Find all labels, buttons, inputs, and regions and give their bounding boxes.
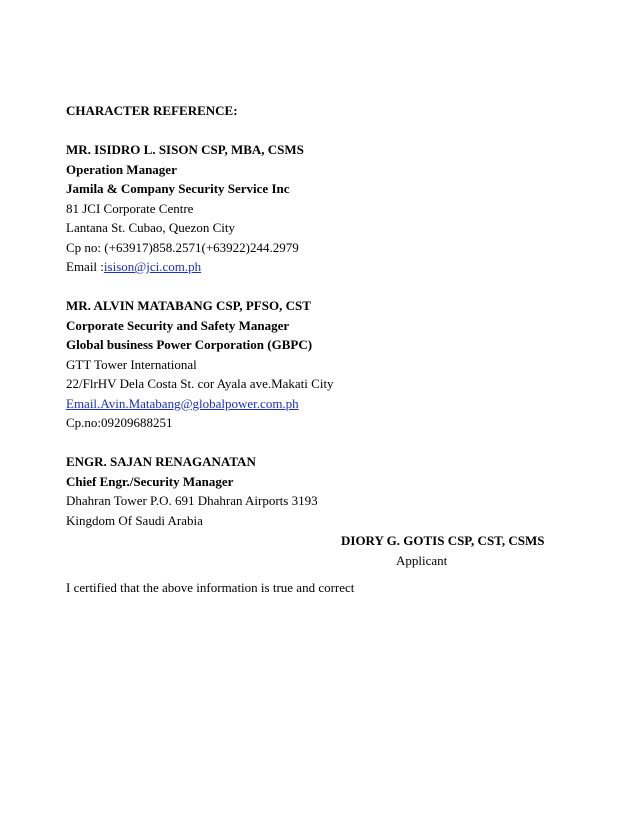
document-body	[66, 101, 586, 597]
reference-address-line: Dhahran Tower P.O. 691 Dhahran Airports 3193	[66, 493, 318, 508]
reference-name: ENGR. SAJAN RENAGANATAN	[66, 454, 256, 469]
reference-name: MR. ALVIN MATABANG CSP, PFSO, CST	[66, 298, 311, 313]
reference-title: Chief Engr./Security Manager	[66, 473, 234, 489]
email-link[interactable]: isison@jci.com.ph	[103, 259, 202, 274]
reference-phone: Cp.no:09209688251	[66, 415, 173, 430]
signatory-role: Applicant	[396, 552, 448, 568]
reference-company: Global business Power Corporation (GBPC)	[66, 337, 313, 352]
reference-address-line: 22/FlrHV Dela Costa St. cor Ayala ave.Makati City	[66, 376, 334, 391]
reference-title: Corporate Security and Safety Manager	[66, 317, 290, 333]
reference-1	[66, 140, 586, 277]
certification-statement: I certified that the above information is true and correct	[66, 579, 355, 595]
reference-title: Operation Manager	[66, 161, 177, 177]
email-link[interactable]: Email.Avin.Matabang@globalpower.com.ph	[66, 395, 299, 411]
signature-block	[341, 531, 545, 570]
spacer	[66, 121, 586, 141]
reference-3	[66, 452, 586, 530]
spacer	[66, 433, 586, 453]
reference-address-line: 81 JCI Corporate Centre	[66, 200, 194, 216]
reference-address-line: Lantana St. Cubao, Quezon City	[66, 220, 235, 235]
reference-address-line: Kingdom Of Saudi Arabia	[66, 512, 203, 528]
spacer	[66, 277, 586, 297]
reference-phone: Cp no: (+63917)858.2571(+63922)244.2979	[66, 239, 299, 255]
heading: CHARACTER REFERENCE:	[66, 103, 238, 118]
reference-company: Jamila & Company Security Service Inc	[66, 181, 290, 196]
signatory-name: DIORY G. GOTIS CSP, CST, CSMS	[341, 533, 545, 548]
email-label: Email :	[66, 259, 104, 274]
reference-name: MR. ISIDRO L. SISON CSP, MBA, CSMS	[66, 142, 304, 157]
reference-email-row	[66, 257, 586, 277]
reference-2	[66, 296, 586, 433]
reference-address-line: GTT Tower International	[66, 356, 197, 372]
